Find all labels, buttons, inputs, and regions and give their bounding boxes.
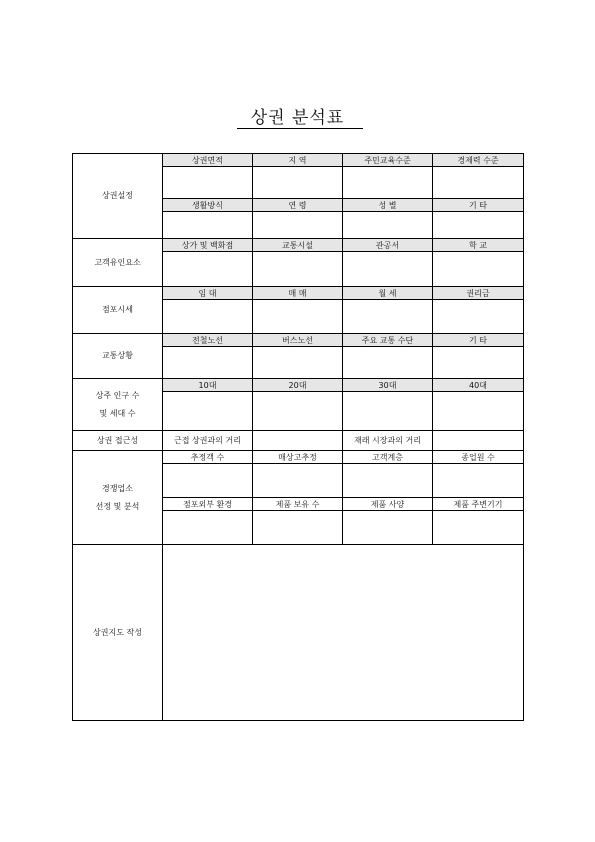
input-cell[interactable] — [163, 212, 253, 239]
header-employees: 종업원 수 — [433, 451, 524, 464]
input-cell[interactable] — [253, 511, 343, 545]
input-cell[interactable] — [433, 511, 524, 545]
section-label-population — [73, 379, 163, 431]
header-twenties: 20대 — [253, 379, 343, 392]
input-cell[interactable] — [433, 464, 524, 498]
header-area-size: 상권면적 — [163, 154, 253, 167]
header-lease: 임 대 — [163, 287, 253, 300]
header-other: 기 타 — [433, 334, 524, 347]
section-label-store-price: 점포시세 — [73, 287, 163, 334]
header-forties: 40대 — [433, 379, 524, 392]
input-cell[interactable] — [163, 464, 253, 498]
input-cell[interactable] — [343, 167, 433, 199]
input-cell[interactable] — [163, 511, 253, 545]
input-cell[interactable] — [163, 252, 253, 287]
header-transport-facility: 교통시설 — [253, 239, 343, 252]
header-market-distance: 재래 시장과의 거리 — [343, 431, 433, 451]
input-cell[interactable] — [433, 347, 524, 379]
header-peripherals: 제품 주변기기 — [433, 498, 524, 511]
header-public-office: 관공서 — [343, 239, 433, 252]
input-cell[interactable] — [433, 252, 524, 287]
header-teens: 10대 — [163, 379, 253, 392]
header-external-environment: 점포외부 환경 — [163, 498, 253, 511]
header-economic-level: 경제력 수준 — [433, 154, 524, 167]
analysis-table — [72, 153, 524, 721]
input-cell[interactable] — [343, 300, 433, 334]
input-cell[interactable] — [343, 392, 433, 431]
input-cell[interactable] — [433, 212, 524, 239]
section-label-customer-attractors: 고객유인요소 — [73, 239, 163, 287]
section-label-line: 및 세대 수 — [99, 408, 136, 418]
input-cell[interactable] — [343, 212, 433, 239]
input-cell[interactable] — [433, 300, 524, 334]
title-underline — [237, 128, 363, 129]
header-school: 학 교 — [433, 239, 524, 252]
header-lifestyle: 생활방식 — [163, 199, 253, 212]
header-customer-tier: 고객계층 — [343, 451, 433, 464]
header-age: 연 령 — [253, 199, 343, 212]
input-cell[interactable] — [433, 431, 524, 451]
input-cell[interactable] — [163, 167, 253, 199]
input-cell[interactable] — [163, 300, 253, 334]
header-dept-store: 상가 및 백화점 — [163, 239, 253, 252]
header-premium: 권리금 — [433, 287, 524, 300]
input-cell[interactable] — [343, 347, 433, 379]
header-estimated-customers: 추정객 수 — [163, 451, 253, 464]
input-cell[interactable] — [253, 431, 343, 451]
input-cell[interactable] — [343, 511, 433, 545]
section-label-traffic: 교통상황 — [73, 334, 163, 379]
section-label-map: 상권지도 작성 — [73, 545, 163, 721]
page-title: 상권 분석표 — [250, 108, 345, 128]
section-label-line: 선정 및 분석 — [95, 501, 140, 511]
input-cell[interactable] — [253, 392, 343, 431]
input-cell[interactable] — [343, 252, 433, 287]
header-gender: 성 별 — [343, 199, 433, 212]
input-cell[interactable] — [163, 392, 253, 431]
section-label-accessibility: 상권 접근성 — [73, 431, 163, 451]
input-cell[interactable] — [253, 212, 343, 239]
header-region: 지 역 — [253, 154, 343, 167]
section-label-line: 경쟁업소 — [102, 483, 133, 493]
section-label-competitors — [73, 451, 163, 545]
input-cell[interactable] — [253, 252, 343, 287]
input-cell[interactable] — [253, 347, 343, 379]
header-subway-line: 전철노선 — [163, 334, 253, 347]
header-thirties: 30대 — [343, 379, 433, 392]
header-education-level: 주민교육수준 — [343, 154, 433, 167]
input-cell[interactable] — [433, 167, 524, 199]
input-cell[interactable] — [433, 392, 524, 431]
header-product-spec: 제품 사양 — [343, 498, 433, 511]
input-cell[interactable] — [253, 300, 343, 334]
input-cell[interactable] — [253, 464, 343, 498]
header-nearby-area-distance: 근접 상권과의 거리 — [163, 431, 253, 451]
input-cell[interactable] — [163, 347, 253, 379]
map-drawing-area[interactable] — [163, 545, 524, 721]
header-estimated-sales: 매상고추정 — [253, 451, 343, 464]
header-bus-line: 버스노선 — [253, 334, 343, 347]
header-monthly-rent: 월 세 — [343, 287, 433, 300]
header-sale: 매 매 — [253, 287, 343, 300]
section-label-area-setting: 상권설정 — [73, 154, 163, 239]
input-cell[interactable] — [343, 464, 433, 498]
section-label-line: 상주 인구 수 — [95, 390, 140, 400]
header-main-transport: 주요 교통 수단 — [343, 334, 433, 347]
input-cell[interactable] — [253, 167, 343, 199]
header-product-count: 제품 보유 수 — [253, 498, 343, 511]
header-other: 기 타 — [433, 199, 524, 212]
